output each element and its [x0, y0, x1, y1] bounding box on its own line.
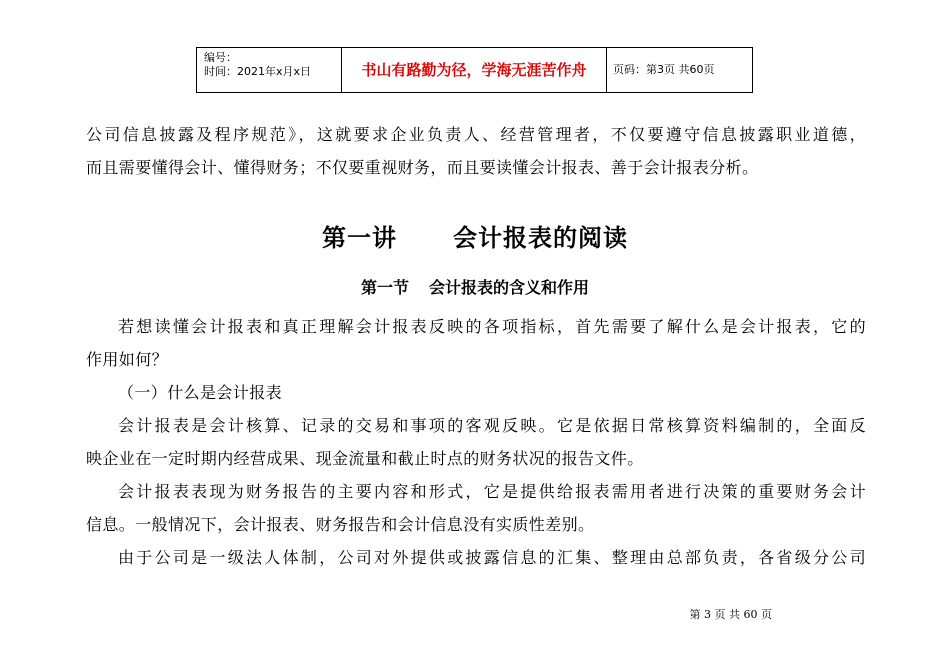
section-title	[0, 275, 950, 298]
p3-line-1: 会计报表表现为财务报告的主要内容和形式，它是提供给报表需用者进行决策的重要财务会计	[118, 482, 866, 501]
intro-line-2: 而且需要懂得会计、懂得财务；不仅要重视财务，而且要读懂会计报表、善于会计报表分析。	[86, 158, 759, 177]
section-number: 第一节	[360, 278, 409, 297]
page-code: 页码：第3页 共60页	[613, 63, 715, 76]
lecture-name: 会计报表的阅读	[453, 224, 628, 252]
document-header-table	[196, 47, 753, 93]
p2-line-1: 会计报表是会计核算、记录的交易和事项的客观反映。它是依据日常核算资料编制的，全面反	[118, 416, 866, 435]
number-label: 编号：	[204, 51, 237, 64]
lecture-title	[0, 218, 950, 253]
p4-line-1: 由于公司是一级法人体制，公司对外提供或披露信息的汇集、整理由总部负责，各省级分公司	[118, 548, 866, 567]
lecture-number: 第一讲	[322, 224, 397, 252]
header-meta-cell	[197, 48, 342, 92]
p1-line-1: 若想读懂会计报表和真正理解会计报表反映的各项指标，首先需要了解什么是会计报表，它的	[118, 317, 866, 336]
page-footer: 第 3 页 共 60 页	[689, 608, 772, 621]
motto-text: 书山有路勤为径，学海无涯苦作舟	[361, 61, 587, 79]
header-page-cell	[607, 48, 752, 92]
section-name: 会计报表的含义和作用	[429, 278, 590, 297]
p2-line-2: 映企业在一定时期内经营成果、现金流量和截止时点的财务状况的报告文件。	[86, 449, 644, 468]
subheading: （一）什么是会计报表	[118, 383, 283, 402]
intro-line-1: 公司信息披露及程序规范》，这就要求企业负责人、经营管理者，不仅要遵守信息披露职业道德，	[86, 125, 866, 144]
intro-paragraph	[86, 118, 866, 184]
header-motto-cell	[342, 48, 607, 92]
p1-line-2: 作用如何？	[86, 350, 169, 369]
body-paragraphs	[86, 310, 866, 574]
p3-line-2: 信息。一般情况下，会计报表、财务报告和会计信息没有实质性差别。	[86, 515, 595, 534]
time-label: 时间：2021年x月x日	[204, 65, 312, 78]
